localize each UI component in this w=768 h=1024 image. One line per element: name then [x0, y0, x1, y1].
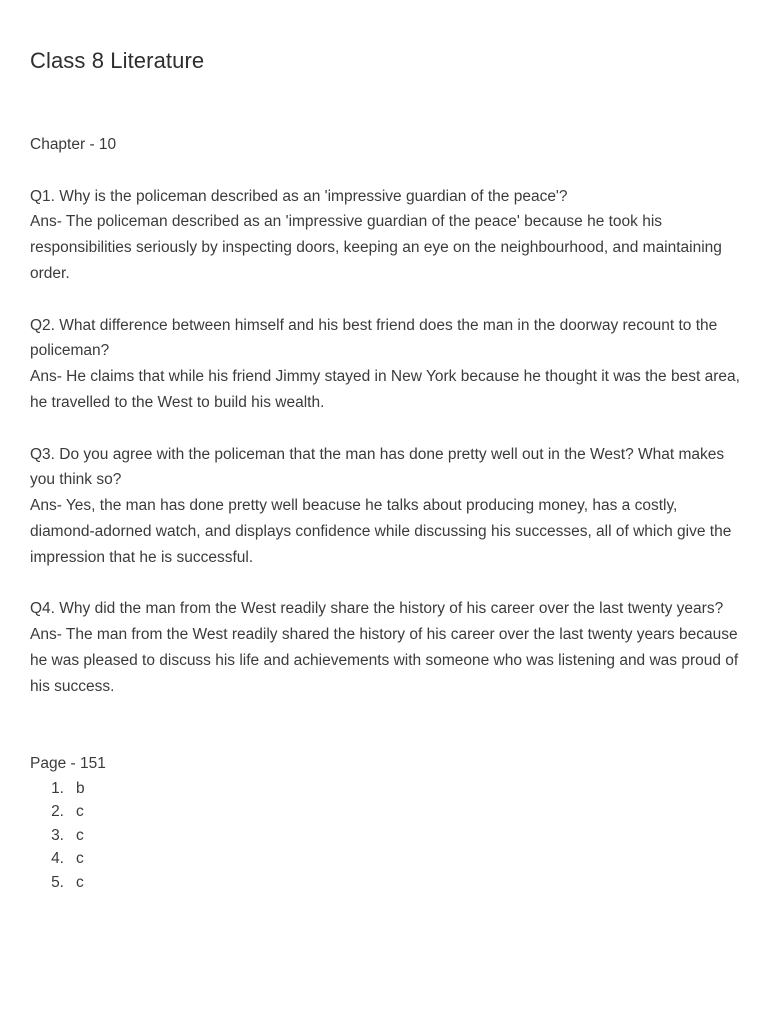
- qa-block-2: [30, 313, 742, 416]
- qa-block-1: [30, 184, 742, 287]
- list-number: 5.: [51, 873, 64, 891]
- answer-text: Ans- Yes, the man has done pretty well beacuse he talks about producing money, has a costly, diamond-adorned watch, and displays confidence while discussing his successes, all of which give the impression that he is successful.: [30, 497, 732, 566]
- answer-text: Ans- The man from the West readily shared the history of his career over the last twenty years because he was pleased to discuss his life and achievements with someone who was listening and was proud of his success.: [30, 626, 739, 695]
- answer-text: Ans- The policeman described as an 'impressive guardian of the peace' because he took his responsibilities seriously by inspecting doors, keeping an eye on the neighbourhood, and maintaining order.: [30, 213, 722, 282]
- list-item: [30, 847, 742, 871]
- list-value: c: [76, 873, 84, 891]
- answer-list: [30, 777, 742, 895]
- list-item: [30, 777, 742, 801]
- qa-block-4: [30, 596, 742, 699]
- list-item: [30, 824, 742, 848]
- question-text: Q2. What difference between himself and his best friend does the man in the doorway recount to the policeman?: [30, 316, 718, 360]
- question-text: Q1. Why is the policeman described as an 'impressive guardian of the peace'?: [30, 187, 568, 205]
- blank-line: [30, 416, 742, 442]
- question-text: Q4. Why did the man from the West readily share the history of his career over the last twenty years?: [30, 600, 724, 618]
- list-number: 2.: [51, 803, 64, 821]
- note-body[interactable]: [30, 132, 742, 894]
- list-number: 4.: [51, 850, 64, 868]
- list-value: c: [76, 826, 84, 844]
- list-item: [30, 800, 742, 824]
- list-item: [30, 871, 742, 895]
- blank-line: [30, 158, 742, 184]
- qa-block-3: [30, 442, 742, 571]
- blank-line: [30, 571, 742, 597]
- list-number: 1.: [51, 779, 64, 797]
- list-number: 3.: [51, 826, 64, 844]
- note-title: Class 8 Literature: [30, 48, 205, 73]
- question-text: Q3. Do you agree with the policeman that the man has done pretty well out in the West? What makes you think so?: [30, 445, 725, 489]
- blank-line: [30, 700, 742, 752]
- list-value: b: [76, 779, 85, 797]
- chapter-heading: Chapter - 10: [30, 136, 117, 153]
- list-value: c: [76, 850, 84, 868]
- answer-text: Ans- He claims that while his friend Jimmy stayed in New York because he thought it was the best area, he travelled to the West to build his wealth.: [30, 368, 740, 411]
- blank-line: [30, 287, 742, 313]
- list-value: c: [76, 803, 84, 821]
- page-label: Page - 151: [30, 755, 106, 773]
